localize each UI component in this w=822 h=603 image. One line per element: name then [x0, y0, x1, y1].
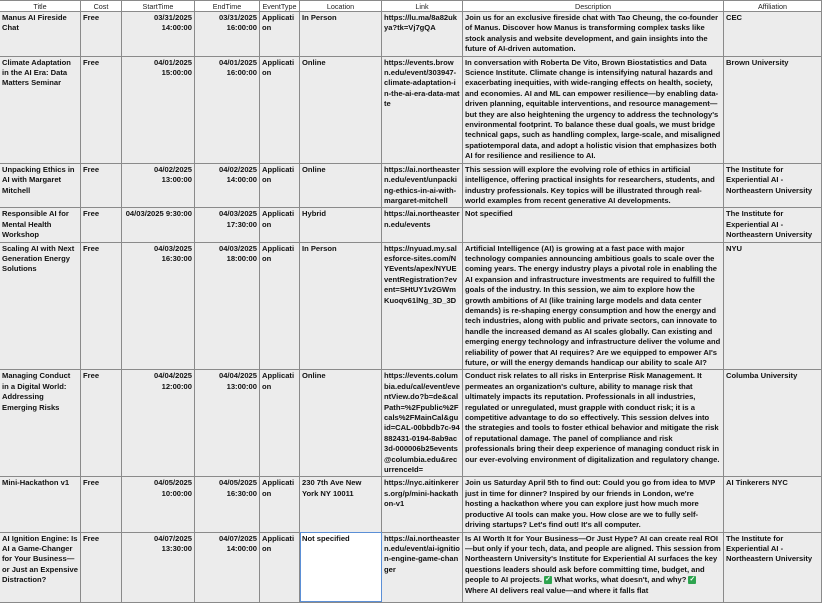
column-header-affiliation[interactable]: Affiliation: [724, 1, 822, 12]
cell-description[interactable]: Join us for an exclusive fireside chat with Tao Cheung, the co-founder of Manus. Discover how Manus is transforming complex tasks like stock analysis and website development, and gain insights into the future of AI-driven automation.: [463, 12, 724, 57]
column-header-description[interactable]: Description: [463, 1, 724, 12]
cell-description[interactable]: Is AI Worth It for Your Business—Or Just Hype? AI can create real ROI—but only if your tech, data, and people are aligned. This session from Northeastern University's Institute for Experiential AI surfaces the key questions leaders should ask before committing time, budget, and people to AI projects. ✓ What works, what doesn't, and why? ✓ Where AI delivers real value—and where it falls flat: [463, 532, 724, 602]
cell-cost[interactable]: Free: [81, 477, 122, 532]
cell-description[interactable]: Artificial Intelligence (AI) is growing at a fast pace with major technology companies announcing ambitious goals to scale over the coming years. The energy industry plays a pivotal role in enabling the AI expansion and infrastructure investments are required to fulfill the goals of the industry. In this session, we aim to explore how the growth ambitions of AI (like training large models and data center demands) is re-shaping energy consumption and how the energy and tech industries, along with public and private sectors, can innovate to handle the increased demand as AI scales globally. Can existing and emerging energy technology and infrastructure deliver the volume and reliability of power that AI requires? Are we equipped to empower AI's future, or will the energy demands handicap our ability to scale AI?: [463, 242, 724, 370]
cell-cost[interactable]: Free: [81, 12, 122, 57]
cell-cost[interactable]: Free: [81, 370, 122, 477]
cell-title[interactable]: Managing Conduct in a Digital World: Addressing Emerging Risks: [0, 370, 81, 477]
cell-title[interactable]: Mini-Hackathon v1: [0, 477, 81, 532]
header-row: [0, 1, 822, 12]
cell-endtime[interactable]: 04/01/2025 16:00:00: [195, 56, 260, 163]
cell-link[interactable]: https://lu.ma/8a82ukya?tk=Vj7gQA: [382, 12, 463, 57]
cell-endtime[interactable]: 04/03/2025 17:30:00: [195, 208, 260, 242]
cell-link[interactable]: https://events.brown.edu/event/303947-climate-adaptation-in-the-ai-era-data-matte: [382, 56, 463, 163]
column-header-title[interactable]: Title: [0, 1, 81, 12]
cell-eventtype[interactable]: Application: [260, 12, 300, 57]
cell-link[interactable]: https://ai.northeastern.edu/event/unpacking-ethics-in-ai-with-margaret-mitchell: [382, 163, 463, 208]
cell-location[interactable]: Online: [300, 56, 382, 163]
cell-cost[interactable]: Free: [81, 242, 122, 370]
cell-link[interactable]: https://events.columbia.edu/cal/event/eventView.do?b=de&calPath=%2Fpublic%2Fcals%2FMainCal&guid=CAL-00bbdb7c-94882431-0194-8ab9ac3d-000006b25events@columbia.edu&recurrenceId=: [382, 370, 463, 477]
column-header-location[interactable]: Location: [300, 1, 382, 12]
cell-affiliation[interactable]: Columba University: [724, 370, 822, 477]
cell-location-selected[interactable]: Not specified: [300, 532, 382, 602]
cell-eventtype[interactable]: Application: [260, 532, 300, 602]
cell-affiliation[interactable]: The Institute for Experiential AI - Northeastern University: [724, 163, 822, 208]
cell-starttime[interactable]: 04/07/2025 13:30:00: [122, 532, 195, 602]
cell-starttime[interactable]: 04/04/2025 12:00:00: [122, 370, 195, 477]
column-header-link[interactable]: Link: [382, 1, 463, 12]
cell-location[interactable]: In Person: [300, 12, 382, 57]
cell-link[interactable]: https://nyc.aitinkerers.org/p/mini-hackathon-v1: [382, 477, 463, 532]
cell-cost[interactable]: Free: [81, 163, 122, 208]
table-row: [0, 56, 822, 163]
cell-eventtype[interactable]: Application: [260, 477, 300, 532]
table-row: [0, 163, 822, 208]
cell-endtime[interactable]: 04/07/2025 14:00:00: [195, 532, 260, 602]
cell-starttime[interactable]: 03/31/2025 14:00:00: [122, 12, 195, 57]
cell-location[interactable]: Online: [300, 370, 382, 477]
check-mark-icon: ✓: [545, 576, 551, 584]
cell-title[interactable]: AI Ignition Engine: Is AI a Game-Changer for Your Business—or Just an Expensive Distraction?: [0, 532, 81, 602]
cell-eventtype[interactable]: Application: [260, 370, 300, 477]
table-row: [0, 242, 822, 370]
cell-endtime[interactable]: 04/03/2025 18:00:00: [195, 242, 260, 370]
cell-location[interactable]: Hybrid: [300, 208, 382, 242]
cell-affiliation[interactable]: NYU: [724, 242, 822, 370]
cell-eventtype[interactable]: Application: [260, 242, 300, 370]
cell-title[interactable]: Unpacking Ethics in AI with Margaret Mitchell: [0, 163, 81, 208]
table-row: [0, 370, 822, 477]
cell-starttime[interactable]: 04/05/2025 10:00:00: [122, 477, 195, 532]
column-header-endtime[interactable]: EndTime: [195, 1, 260, 12]
cell-link[interactable]: https://ai.northeastern.edu/event/ai-ignition-engine-game-changer: [382, 532, 463, 602]
cell-cost[interactable]: Free: [81, 208, 122, 242]
cell-location[interactable]: Online: [300, 163, 382, 208]
table-row: [0, 477, 822, 532]
cell-eventtype[interactable]: Application: [260, 163, 300, 208]
cell-location[interactable]: 230 7th Ave New York NY 10011: [300, 477, 382, 532]
cell-starttime[interactable]: 04/02/2025 13:00:00: [122, 163, 195, 208]
column-header-starttime[interactable]: StartTime: [122, 1, 195, 12]
cell-title[interactable]: Climate Adaptation in the AI Era: Data Matters Seminar: [0, 56, 81, 163]
cell-endtime[interactable]: 04/04/2025 13:00:00: [195, 370, 260, 477]
check-mark-icon: ✓: [689, 576, 696, 584]
description-text: Where AI delivers real value—and where it falls flat: [465, 585, 649, 595]
table-row: [0, 532, 822, 602]
cell-description[interactable]: This session will explore the evolving role of ethics in artificial intelligence, offering practical insights for researchers, students, and industry professionals. Key topics will be illustrated through real-world examples from recent generative AI developments.: [463, 163, 724, 208]
cell-cost[interactable]: Free: [81, 532, 122, 602]
cell-affiliation[interactable]: The Institute for Experiential AI - Northeastern University: [724, 532, 822, 602]
cell-affiliation[interactable]: AI Tinkerers NYC: [724, 477, 822, 532]
cell-starttime[interactable]: 04/03/2025 16:30:00: [122, 242, 195, 370]
cell-endtime[interactable]: 03/31/2025 16:00:00: [195, 12, 260, 57]
cell-starttime[interactable]: 04/01/2025 15:00:00: [122, 56, 195, 163]
cell-title[interactable]: Manus AI Fireside Chat: [0, 12, 81, 57]
cell-link[interactable]: https://ai.northeastern.edu/events: [382, 208, 463, 242]
cell-title[interactable]: Scaling AI with Next Generation Energy Solutions: [0, 242, 81, 370]
cell-affiliation[interactable]: Brown University: [724, 56, 822, 163]
cell-eventtype[interactable]: Application: [260, 208, 300, 242]
column-header-cost[interactable]: Cost: [81, 1, 122, 12]
cell-endtime[interactable]: 04/05/2025 16:30:00: [195, 477, 260, 532]
column-header-eventtype[interactable]: EventType: [260, 1, 300, 12]
table-row: [0, 12, 822, 57]
cell-starttime[interactable]: 04/03/2025 9:30:00: [122, 208, 195, 242]
cell-link[interactable]: https://nyuad.my.salesforce-sites.com/NYEvents/apex/NYUEventRegistration?event=SHtUY1v2GWmKuoqv61lNg_3D_3D: [382, 242, 463, 370]
cell-endtime[interactable]: 04/02/2025 14:00:00: [195, 163, 260, 208]
cell-description[interactable]: In conversation with Roberta De Vito, Brown Biostatistics and Data Science Institute. Climate change is intensifying natural hazards and exacerbating inequities, with wide-ranging effects on health, society, and economies. AI and ML can empower resilience—by enabling data-driven planning, equitable interventions, and resource management—but they are also heightening the urgency to address the technology's environmental footprint. To balance these dual goals, we must bridge technical gaps, such as handling complex, large-scale, and misaligned spatiotemporal data, and adopt a holistic vision that emphasizes both AI for resilience and resilience to AI.: [463, 56, 724, 163]
cell-affiliation[interactable]: CEC: [724, 12, 822, 57]
cell-description[interactable]: Conduct risk relates to all risks in Enterprise Risk Management. It permeates an organization's culture, ability to manage risk that ultimately impacts its reputation. Professionals in all industries, regulated or unregulated, must grapple with conduct risk; it is a competitive advantage to do so effectively. This session delves into the strategies and tools to foster ethical behavior and mitigate the risk of reputational damage. The panel of compliance and risk professionals bring their deep experience of managing conduct risk in our ever-evolving environment of digitalization and regulatory change.: [463, 370, 724, 477]
table-row: [0, 208, 822, 242]
cell-title[interactable]: Responsible AI for Mental Health Workshop: [0, 208, 81, 242]
cell-description[interactable]: Join us Saturday April 5th to find out: Could you go from idea to MVP just in time for dinner? Inspired by our friends in London, we're hosting a hackathon where you can explore just how much more productive AI tools can make you. How close are we to fully self-driving startups? Let's find out! It's all computer.: [463, 477, 724, 532]
cell-description[interactable]: Not specified: [463, 208, 724, 242]
cell-cost[interactable]: Free: [81, 56, 122, 163]
cell-eventtype[interactable]: Application: [260, 56, 300, 163]
cell-affiliation[interactable]: The Institute for Experiential AI - Northeastern University: [724, 208, 822, 242]
description-text: What works, what doesn't, and why: [554, 575, 682, 585]
description-text: Is AI Worth It for Your Business—Or Just Hype? AI can create real ROI—but only if your tech, data, and people are aligned. This session from Northeastern University's Institute for Experiential AI surfaces the key questions leaders should ask before committing time, budget, and people to AI projects.: [465, 533, 721, 585]
cell-location[interactable]: In Person: [300, 242, 382, 370]
